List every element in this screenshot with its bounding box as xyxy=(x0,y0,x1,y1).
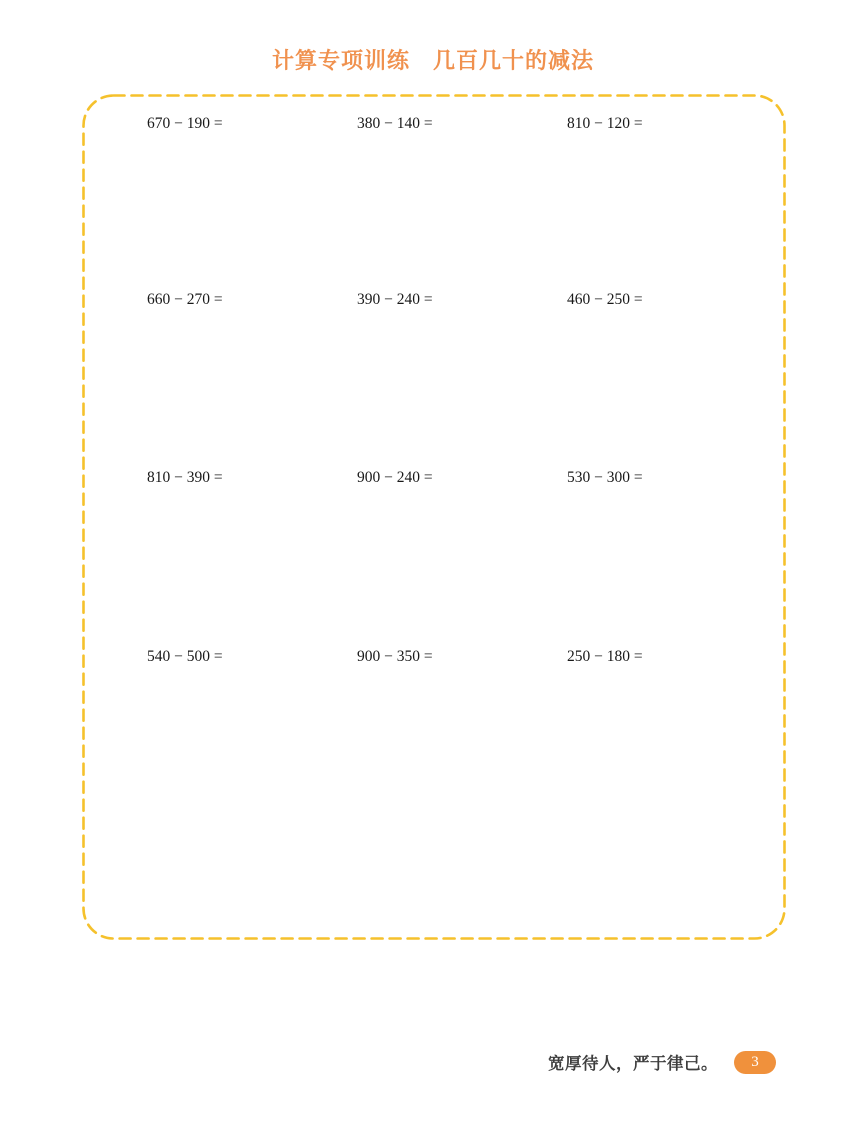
problem-expression: 900 − 350 = xyxy=(357,648,433,665)
problem-expression: 660 − 270 = xyxy=(147,291,223,308)
page-number-badge: 3 xyxy=(734,1051,776,1074)
footer-motto: 宽厚待人，严于律己。 xyxy=(548,1054,718,1073)
page-title: 计算专项训练 几百几十的减法 xyxy=(271,48,594,73)
problem-expression: 380 − 140 = xyxy=(357,115,433,132)
problem-expression: 540 − 500 = xyxy=(147,648,223,665)
problem-expression: 390 − 240 = xyxy=(357,291,433,308)
problem-expression: 460 − 250 = xyxy=(567,291,643,308)
worksheet-box xyxy=(82,94,786,940)
problem-expression: 810 − 390 = xyxy=(147,469,223,486)
problem-expression: 670 − 190 = xyxy=(147,115,223,132)
problems-grid xyxy=(82,94,786,940)
problem-expression: 900 − 240 = xyxy=(357,469,433,486)
problem-expression: 530 − 300 = xyxy=(567,469,643,486)
problem-expression: 810 − 120 = xyxy=(567,115,643,132)
page-footer xyxy=(548,1050,776,1074)
problem-expression: 250 − 180 = xyxy=(567,648,643,665)
